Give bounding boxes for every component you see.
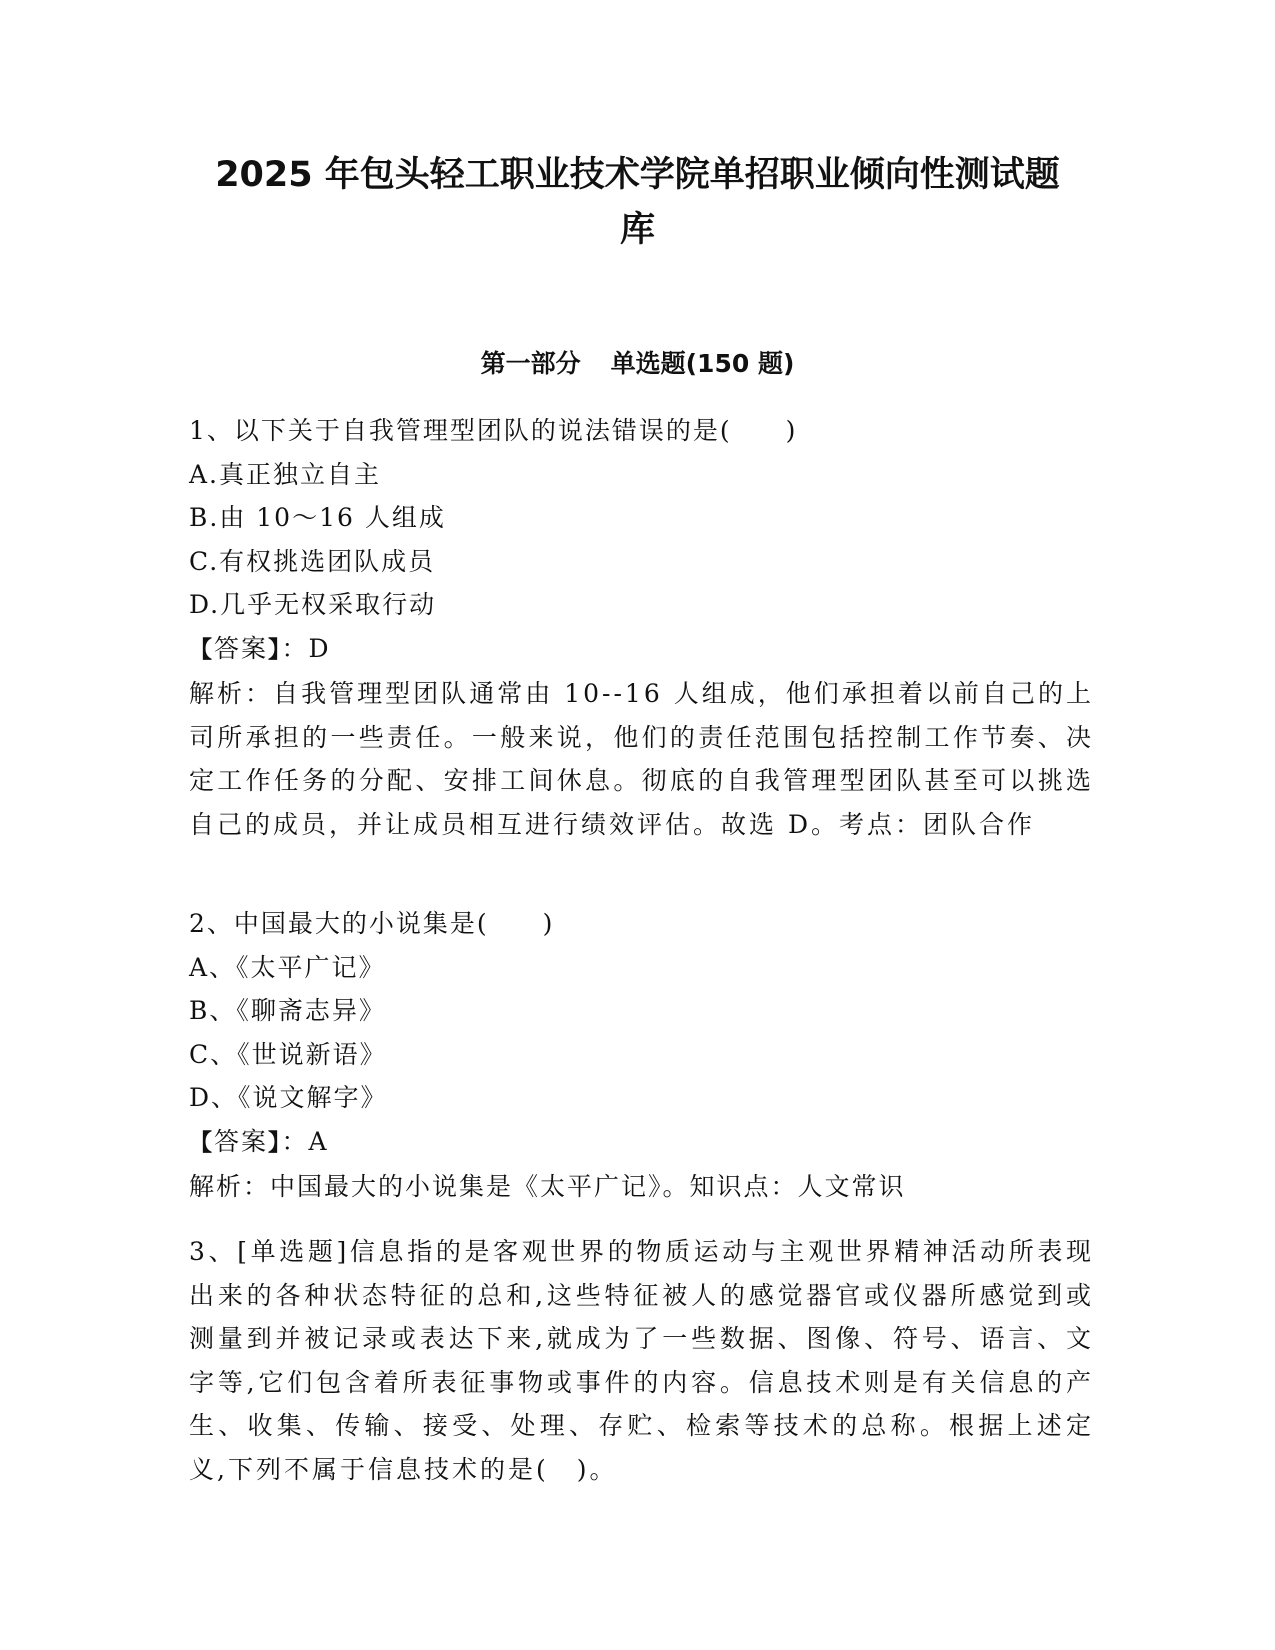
answer-line [189, 627, 1094, 673]
option-d: D.几乎无权采取行动 [189, 590, 437, 619]
option-b: B.由 10～16 人组成 [189, 503, 446, 532]
document-title-continued: 库 [619, 210, 655, 250]
section-type-label: 单选题(150 题) [610, 349, 795, 378]
answer-line [189, 1120, 1094, 1166]
option-c: C.有权挑选团队成员 [189, 546, 436, 576]
answer-bracket-open: 【 [189, 1129, 214, 1156]
answer-value: ：A [281, 1126, 329, 1156]
question-1 [189, 409, 1094, 846]
analysis-text: 解析：自我管理型团队通常由 10--16 人组成，他们承担着以前自己的上司所承担的一些责任。一般来说，他们的责任范围包括控制工作节奏、决定工作任务的分配、安排工间休息。彻底的自我管理型团队甚至可以挑选自己的成员，并让成员相互进行绩效评估。故选 D。考点：团队合作 [189, 679, 1094, 839]
section-part-label: 第一部分 [480, 349, 581, 378]
option-b: B、《聊斋志异》 [189, 996, 386, 1025]
question-stem: 2、中国最大的小说集是( ) [189, 909, 555, 938]
answer-value: ：D [281, 633, 331, 663]
document-title: 2025 年包头轻工职业技术学院单招职业倾向性测试题 [215, 155, 1060, 195]
answer-label: 答案 [214, 1126, 269, 1156]
answer-bracket-close: 】 [268, 636, 282, 663]
section-heading [180, 346, 1095, 382]
answer-bracket-close: 】 [268, 1129, 282, 1156]
answer-bracket-open: 【 [189, 636, 214, 663]
answer-label: 答案 [214, 633, 269, 663]
option-a: A、《太平广记》 [189, 952, 386, 982]
option-a: A.真正独立自主 [189, 459, 382, 489]
analysis-text: 解析：中国最大的小说集是《太平广记》。知识点：人文常识 [189, 1172, 906, 1201]
question-2 [189, 902, 1094, 1209]
question-3 [189, 1230, 1094, 1491]
question-stem: 1、以下关于自我管理型团队的说法错误的是( ) [189, 416, 798, 445]
option-c: C、《世说新语》 [189, 1039, 387, 1069]
question-stem: 3、[单选题]信息指的是客观世界的物质运动与主观世界精神活动所表现出来的各种状态特征的总和,这些特征被人的感觉器官或仪器所感觉到或测量到并被记录或表达下来,就成为了一些数据、图像、符号、语言、文字等,它们包含着所表征事物或事件的内容。信息技术则是有关信息的产生、收集、传输、接受、处理、存贮、检索等技术的总称。根据上述定义,下列不属于信息技术的是( )。 [189, 1237, 1094, 1484]
option-d: D、《说文解字》 [189, 1083, 388, 1112]
